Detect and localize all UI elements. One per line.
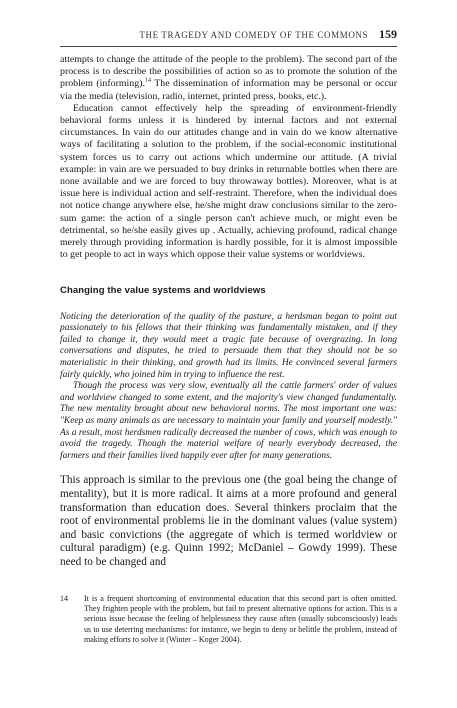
paragraph-1-end: The dissemination of information may be personal or occur via the media (television, radio, internet, printed press, books, etc.). bbox=[60, 78, 398, 102]
paragraph-3: This approach is similar to the previous one (the goal being the change of mentality), but it is more radical. It aims at a more profound and general transformation than education does. Several thinkers proclaim that the root of environmental problems lie in the dominant values (value system) and basic convictions (the aggregate of which is termed worldview or cultural paradigm) (e.g. Quinn 1992; McDaniel – Gowdy 1999). These need to be changed and bbox=[60, 474, 397, 568]
paragraph-1-start: attempts to change the attitude of the people to the problem). The second part of the process is to describe the possibilities of action so as to promote the solution of the problem (informing). bbox=[60, 54, 397, 90]
footnote-reference: 14 bbox=[144, 78, 151, 85]
parable-paragraph-2: Though the process was very slow, eventually all the cattle farmers' order of values and worldview changed to some extent, and the majority's view changed fundamentally. The new mentality brought about new behavioral norms. The most important one was: "Keep as many animals as are necessary to maintain your family and yourself modestly." As a result, most herdsmen radically decreased the number of cows, which was enough to avoid the tragedy. Though the material welfare of nearly everybody decreased, the farmers and their families lived happily ever after for many generations. bbox=[60, 381, 397, 461]
section-heading: Changing the value systems and worldviews bbox=[60, 285, 266, 297]
running-title: THE TRAGEDY AND COMEDY OF THE COMMONS bbox=[139, 30, 369, 40]
running-header bbox=[60, 27, 397, 43]
italic-parable bbox=[60, 312, 397, 463]
main-text bbox=[60, 54, 397, 570]
body-continuation bbox=[60, 474, 397, 569]
footnote-number: 14 bbox=[60, 594, 68, 603]
header-rule bbox=[60, 46, 397, 47]
page-number: 159 bbox=[379, 27, 397, 41]
paragraph-1 bbox=[60, 54, 397, 103]
footnote-text: It is a frequent shortcoming of environmental education that this second part is often omitted. They frighten people with the problem, but fail to present alternative options for action. This is a serious issue because the feeling of helplessness they cause often (usually subconsciously) leads us to use deterring mechanisms: for instance, we begin to deny or belittle the problem, instead of making efforts to solve it (Winter – Koger 2004). bbox=[84, 594, 397, 644]
parable-paragraph-1: Noticing the deterioration of the quality of the pasture, a herdsman began to point out passionately to his fellows that their thinking was fundamentally mistaken, and if they failed to change it, they would meet a tragic fate because of overgrazing. In long conversations and disputes, he tried to persuade them that they should not be so materialistic in their thinking, and growth had its limits. He convinced several farmers fairly quickly, who joined him in trying to influence the rest. bbox=[60, 311, 397, 380]
paragraph-2: Education cannot effectively help the spreading of environment-friendly behavioral forms unless it is hindered by internal factors and not external circumstances. In vain do our attitudes change and in vain do we know alternative ways of facilitating a solution to the problem, if the social-economic institutional system forces us to carry out actions which undermine our attitude. (A trivial example: in vain are we persuaded to buy drinks in returnable bottles when there are none available and we are forced to buy throwaway bottles). Moreover, what is at issue here is individual action and self-restraint. Therefore, when the individual does not notice change anywhere else, he/she might draw conclusions similar to the zero-sum game: the action of a single person can't achieve much, or might even be detrimental, so he/she easily gives up . Actually, achieving profound, radical change merely through providing information is hardly possible, for it is almost impossible to get people to act in ways which oppose their value systems or worldviews. bbox=[60, 102, 397, 261]
footnote bbox=[60, 594, 397, 645]
